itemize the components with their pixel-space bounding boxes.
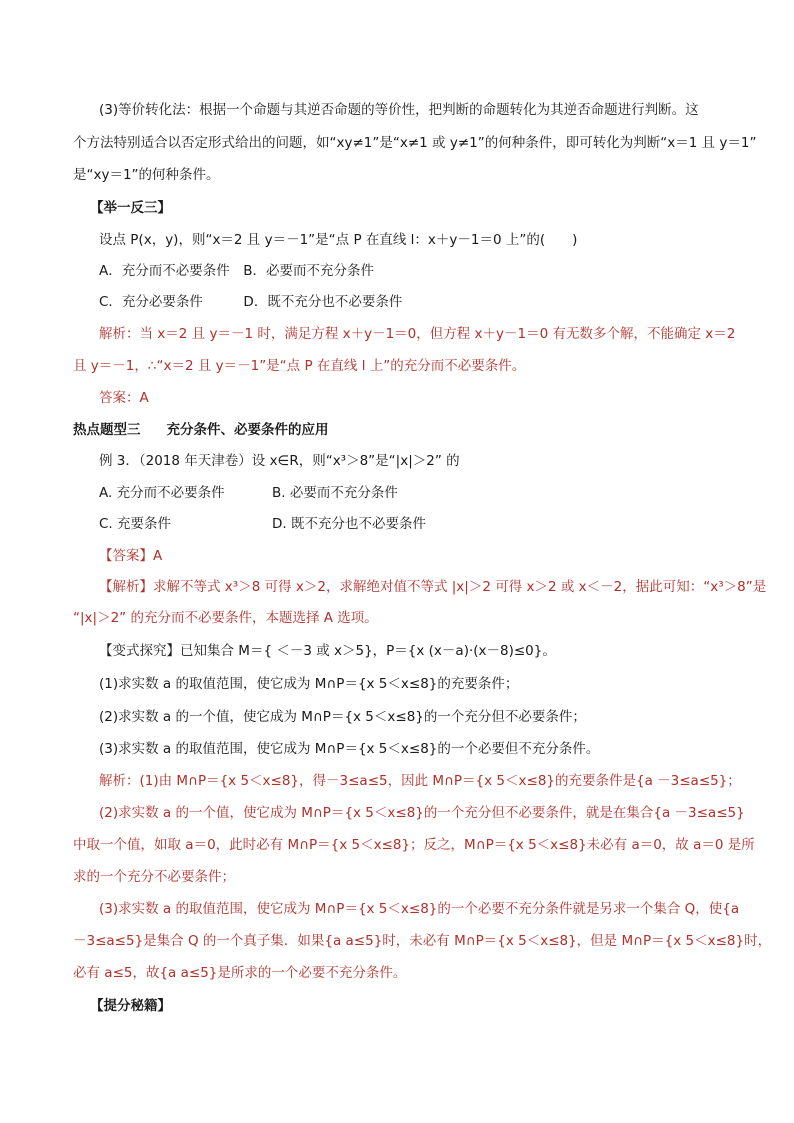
variant-solution-part3-line1: (3)求实数 a 的取值范围，使它成为 M∩P＝{x 5＜x≤8}的一个必要不充分条件就是另求一个集合 Q，使{a bbox=[99, 901, 740, 917]
example3-solution-line2: “|x|＞2” 的充分而不必要条件，本题选择 A 选项。 bbox=[73, 610, 378, 626]
hot-topic-label: 热点题型三 bbox=[73, 422, 141, 438]
variant-part1: (1)求实数 a 的取值范围，使它成为 M∩P＝{x 5＜x≤8}的充要条件； bbox=[99, 676, 519, 692]
variant-solution-part2-line3: 求的一个充分不必要条件； bbox=[73, 869, 235, 885]
example3-option-d: D. 既不充分也不必要条件 bbox=[272, 516, 426, 532]
variant-part2: (2)求实数 a 的一个值，使它成为 M∩P＝{x 5＜x≤8}的一个充分但不必要条件； bbox=[99, 709, 586, 725]
practice-question: 设点 P(x，y)，则“x＝2 且 y＝－1”是“点 P 在直线 l：x＋y－1＝0 上”的( ) bbox=[99, 232, 578, 248]
hot-topic-subtitle: 充分条件、必要条件的应用 bbox=[166, 422, 329, 438]
example3-option-b: B. 必要而不充分条件 bbox=[272, 485, 398, 501]
hot-topic-heading bbox=[73, 421, 329, 439]
section-heading-tips: 【提分秘籍】 bbox=[90, 998, 171, 1014]
method3-line3: 是“xy＝1”的何种条件。 bbox=[73, 167, 220, 183]
variant-solution-part3-line3: 必有 a≤5，故{a a≤5}是所求的一个必要不充分条件。 bbox=[73, 965, 407, 981]
practice-solution-line1: 解析：当 x＝2 且 y＝－1 时，满足方程 x＋y－1＝0，但方程 x＋y－1＝0 有无数多个解，不能确定 x＝2 bbox=[99, 326, 736, 342]
example3-solution-line1: 【解析】求解不等式 x³＞8 可得 x＞2，求解绝对值不等式 |x|＞2 可得 x＞2 或 x＜－2，据此可知：“x³＞8”是 bbox=[99, 579, 767, 595]
variant-solution-part1: 解析：(1)由 M∩P＝{x 5＜x≤8}，得－3≤a≤5，因此 M∩P＝{x 5＜x≤8}的充要条件是{a －3≤a≤5}； bbox=[99, 773, 741, 789]
variant-solution-part2-line2: 中取一个值，如取 a＝0，此时必有 M∩P＝{x 5＜x≤8}；反之，M∩P＝{x 5＜x≤8}未必有 a＝0，故 a＝0 是所 bbox=[73, 837, 755, 853]
method3-line2: 个方法特别适合以否定形式给出的问题，如“xy≠1”是“x≠1 或 y≠1”的何种条件，即可转化为判断“x＝1 且 y＝1” bbox=[73, 135, 757, 151]
section-heading-practice: 【举一反三】 bbox=[90, 200, 171, 216]
example3-option-a: A. 充分而不必要条件 bbox=[99, 485, 225, 501]
example3-question: 例 3．（2018 年天津卷）设 x∈R，则“x³＞8”是“|x|＞2” 的 bbox=[99, 453, 460, 469]
variant-part3: (3)求实数 a 的取值范围，使它成为 M∩P＝{x 5＜x≤8}的一个必要但不充分条件。 bbox=[99, 741, 600, 757]
example3-option-c: C. 充要条件 bbox=[99, 516, 172, 532]
method3-line1: (3)等价转化法：根据一个命题与其逆否命题的等价性，把判断的命题转化为其逆否命题进行判断。这 bbox=[99, 102, 699, 118]
variant-solution-part3-line2: －3≤a≤5}是集合 Q 的一个真子集．如果{a a≤5}时，未必有 M∩P＝{x 5＜x≤8}，但是 M∩P＝{x 5＜x≤8}时， bbox=[73, 933, 772, 949]
practice-solution-line2: 且 y＝－1，∴“x＝2 且 y＝－1”是“点 P 在直线 l 上”的充分而不必要条件。 bbox=[73, 358, 526, 374]
practice-options-cd: C．充分必要条件 D．既不充分也不必要条件 bbox=[99, 294, 403, 310]
practice-options-ab: A．充分而不必要条件 B．必要而不充分条件 bbox=[99, 263, 374, 279]
practice-answer: 答案：A bbox=[99, 390, 149, 406]
variant-question: 【变式探究】已知集合 M＝{ ＜－3 或 x＞5}，P＝{x (x－a)·(x－8)≤0}。 bbox=[99, 643, 556, 659]
variant-solution-part2-line1: (2)求实数 a 的一个值，使它成为 M∩P＝{x 5＜x≤8}的一个充分但不必要条件，就是在集合{a －3≤a≤5} bbox=[99, 805, 745, 821]
example3-answer: 【答案】A bbox=[99, 548, 163, 564]
